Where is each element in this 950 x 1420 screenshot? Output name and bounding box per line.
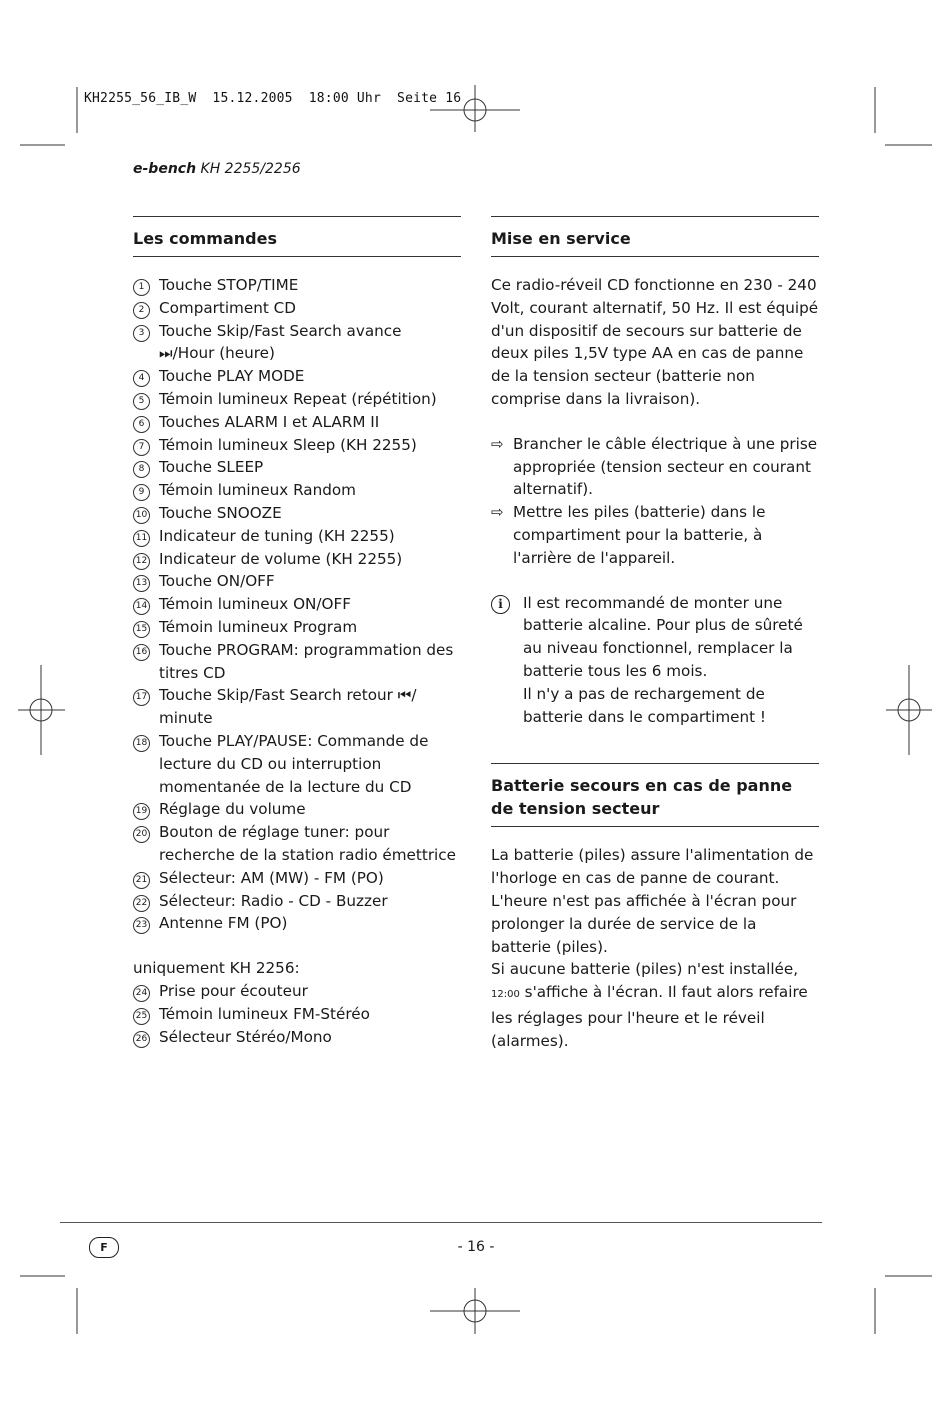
list-item <box>133 867 461 890</box>
item-number: 23 <box>133 917 150 934</box>
controls-list <box>133 274 461 935</box>
item-label: Touche SNOOZE <box>159 503 282 522</box>
list-item <box>133 388 461 411</box>
step-item <box>491 433 819 501</box>
item-number: 7 <box>133 439 150 456</box>
list-item <box>133 821 461 867</box>
list-item <box>133 1026 461 1049</box>
running-header <box>133 161 301 177</box>
list-item <box>133 411 461 434</box>
section-title-setup: Mise en service <box>491 216 819 257</box>
item-label: Témoin lumineux Random <box>159 481 356 500</box>
list-item <box>133 525 461 548</box>
item-label: Touche PLAY MODE <box>159 367 305 386</box>
item-number: 21 <box>133 872 150 889</box>
item-label: Touche SLEEP <box>159 458 264 477</box>
right-arrow-icon: ⇨ <box>491 434 504 453</box>
item-number: 14 <box>133 598 150 615</box>
list-item <box>133 502 461 525</box>
setup-steps <box>491 433 819 570</box>
item-label: Touche STOP/TIME <box>159 276 299 294</box>
item-number: 3 <box>133 325 150 342</box>
item-label: Témoin lumineux Repeat (répétition) <box>159 389 437 408</box>
item-label: Touche PLAY/PAUSE: Commande de lecture du CD ou interruption momentanée de la lecture du CD <box>159 731 429 796</box>
item-label: Réglage du volume <box>159 800 306 819</box>
model-number: KH 2255/2256 <box>200 161 301 177</box>
item-label: Témoin lumineux Sleep (KH 2255) <box>159 435 417 454</box>
section-title-controls: Les commandes <box>133 216 461 257</box>
item-number: 18 <box>133 735 150 752</box>
right-arrow-icon: ⇨ <box>491 503 504 522</box>
left-column <box>133 216 461 1048</box>
list-item <box>133 912 461 935</box>
list-item <box>133 570 461 593</box>
item-label: Compartiment CD <box>159 298 296 317</box>
item-number: 12 <box>133 553 150 570</box>
list-item <box>133 1003 461 1026</box>
list-item <box>133 456 461 479</box>
item-number: 20 <box>133 826 150 843</box>
list-item <box>133 297 461 320</box>
setup-intro: Ce radio-réveil CD fonctionne en 230 - 240 Volt, courant alternatif, 50 Hz. Il est équipé d'un dispositif de secours sur batterie de deux piles 1,5V type AA en cas de panne de la tension secteur (batterie non comprise dans la livraison). <box>491 276 819 408</box>
list-item <box>133 548 461 571</box>
list-item <box>133 274 461 297</box>
info-icon: i <box>491 595 510 614</box>
item-number: 2 <box>133 302 150 319</box>
list-item <box>133 890 461 913</box>
item-label: Bouton de réglage tuner: pour recherche de la station radio émettrice <box>159 823 456 864</box>
brand-name: e-bench <box>133 161 197 177</box>
language-badge: F <box>89 1237 119 1258</box>
page-number: - 16 - <box>457 1239 495 1255</box>
item-label: Témoin lumineux FM-Stéréo <box>159 1004 370 1023</box>
kh2256-controls-list <box>133 980 461 1048</box>
item-label: Touche Skip/Fast Search avance ⏭/Hour (heure) <box>159 321 402 363</box>
footer-divider <box>60 1222 822 1223</box>
list-item <box>133 980 461 1003</box>
list-item <box>133 616 461 639</box>
item-label: Touche PROGRAM: programmation des titres CD <box>159 640 454 682</box>
item-number: 1 <box>133 279 150 296</box>
backup-paragraph: La batterie (piles) assure l'alimentation de l'horloge en cas de panne de courant. L'heure n'est pas affichée à l'écran pour prolonger la durée de service de la batterie (piles). <box>491 846 814 956</box>
item-label: Sélecteur: Radio - CD - Buzzer <box>159 891 388 910</box>
item-label: Témoin lumineux Program <box>159 617 358 636</box>
section-title-backup-battery: Batterie secours en cas de panne de tension secteur <box>491 763 819 827</box>
info-text-2: Il n'y a pas de rechargement de batterie dans le compartiment ! <box>523 684 766 726</box>
list-item <box>133 639 461 685</box>
item-label: Touche ON/OFF <box>159 572 275 591</box>
item-label: Indicateur de tuning (KH 2255) <box>159 526 395 545</box>
backup-rest: s'affiche à l'écran. Il faut alors refaire les réglages pour l'heure et le réveil (alarmes). <box>491 983 808 1050</box>
list-item <box>133 365 461 388</box>
list-item <box>133 434 461 457</box>
item-number: 17 <box>133 689 150 706</box>
item-label: Témoin lumineux ON/OFF <box>159 595 351 614</box>
list-item <box>133 320 461 366</box>
item-label: Antenne FM (PO) <box>159 914 288 933</box>
item-label: Touche Skip/Fast Search retour ⏮/ minute <box>159 686 417 728</box>
item-number: 22 <box>133 895 150 912</box>
subsection-kh2256: uniquement KH 2256: <box>133 959 300 978</box>
step-text: Brancher le câble électrique à une prise appropriée (tension secteur en courant alternatif). <box>513 434 818 499</box>
list-item <box>133 730 461 798</box>
list-item <box>133 479 461 502</box>
item-label: Indicateur de volume (KH 2255) <box>159 549 403 568</box>
item-number: 6 <box>133 416 150 433</box>
backup-paragraph-2 <box>491 958 819 1052</box>
item-label: Touches ALARM I et ALARM II <box>159 412 380 431</box>
info-note <box>491 592 819 729</box>
item-number: 10 <box>133 507 150 524</box>
backup-lead: Si aucune batterie (piles) n'est installée, <box>491 960 799 979</box>
item-number: 24 <box>133 985 150 1002</box>
item-number: 26 <box>133 1031 150 1048</box>
list-item <box>133 684 461 730</box>
item-number: 5 <box>133 393 150 410</box>
item-number: 16 <box>133 644 150 661</box>
item-number: 13 <box>133 575 150 592</box>
item-number: 19 <box>133 803 150 820</box>
item-label: Sélecteur: AM (MW) - FM (PO) <box>159 868 384 887</box>
print-slug: KH2255_56_IB_W 15.12.2005 18:00 Uhr Seite 16 <box>84 91 462 106</box>
clock-display-text: 12:00 <box>491 989 520 1001</box>
item-label: Prise pour écouteur <box>159 981 308 1000</box>
list-item <box>133 798 461 821</box>
item-number: 25 <box>133 1008 150 1025</box>
right-column <box>491 216 819 1053</box>
item-number: 15 <box>133 621 150 638</box>
item-number: 8 <box>133 461 150 478</box>
item-label: Sélecteur Stéréo/Mono <box>159 1027 332 1046</box>
item-number: 11 <box>133 530 150 547</box>
list-item <box>133 593 461 616</box>
step-text: Mettre les piles (batterie) dans le compartiment pour la batterie, à l'arrière de l'appareil. <box>513 503 766 567</box>
step-item <box>491 501 819 569</box>
item-number: 9 <box>133 484 150 501</box>
info-text: Il est recommandé de monter une batterie alcaline. Pour plus de sûreté au niveau fonctionnel, remplacer la batterie tous les 6 mois. <box>523 593 803 680</box>
item-number: 4 <box>133 370 150 387</box>
